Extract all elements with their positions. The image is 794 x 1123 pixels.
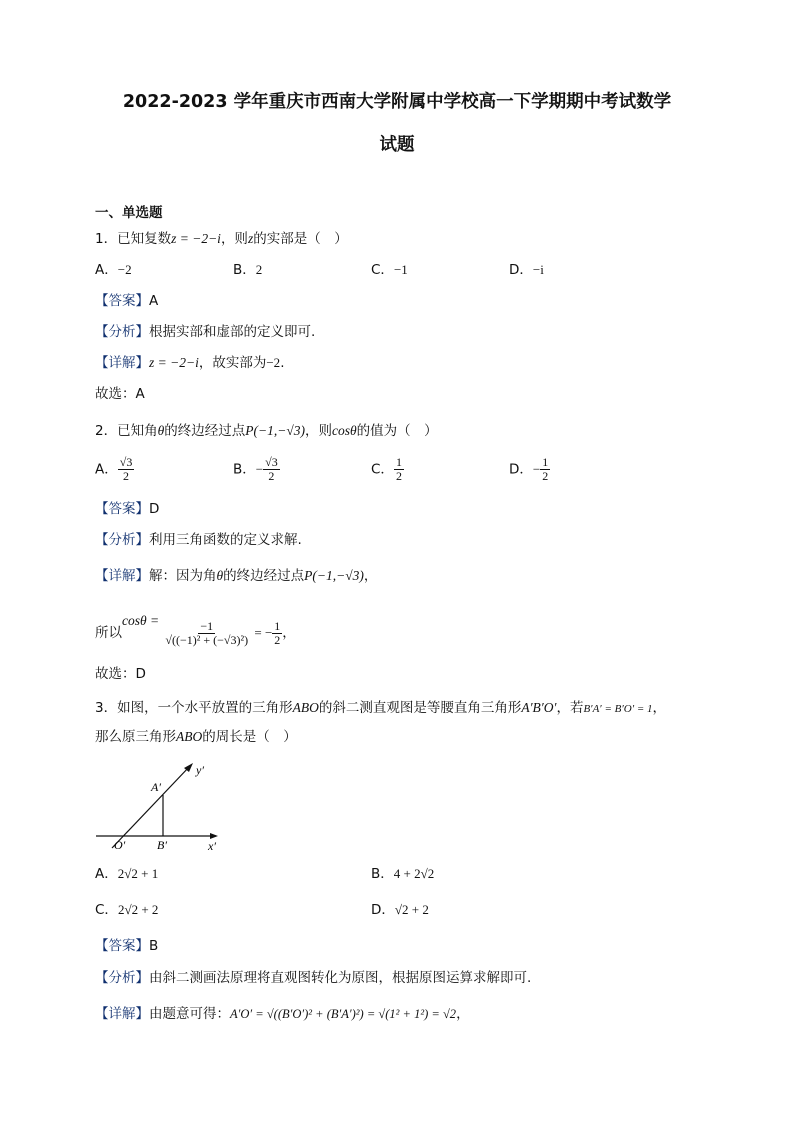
q3-analysis [95, 968, 531, 988]
q3-text: 的斜二测直观图是等腰直角三角形 [318, 700, 522, 716]
detail-text: ， [282, 625, 296, 641]
q1-text: ，则 [220, 231, 248, 247]
option-value: 4 + 2√2 [393, 866, 435, 881]
q1-option-d [509, 260, 544, 280]
q3-option-d [371, 900, 429, 920]
q3-answer [95, 936, 158, 956]
detail-tag: 【详解】 [95, 355, 149, 371]
q2-text: ，则 [304, 423, 332, 439]
option-label: D． [371, 902, 395, 918]
q2-text: 的值为（ ） [356, 423, 438, 439]
analysis-text: 利用三角函数的定义求解. [149, 532, 302, 548]
fraction-denominator: 2 [542, 469, 549, 483]
q1-expression: z = −2−i [171, 231, 221, 246]
q2-option-a [95, 456, 134, 483]
q1-choose: 故选：A [95, 386, 145, 402]
document-title-line1: 2022-2023 学年重庆市西南大学附属中学校高一下学期期中考试数学 [122, 92, 672, 112]
q1-option-b [233, 260, 262, 280]
analysis-tag: 【分析】 [95, 970, 149, 986]
detail-expression: z = −2−i [149, 355, 199, 370]
option-label: C． [371, 461, 394, 478]
detail-text: ，故实部为 [198, 355, 267, 371]
q3-option-b [371, 864, 434, 884]
option-label: D． [509, 262, 533, 278]
option-label: A． [95, 461, 118, 478]
option-label: B． [233, 461, 256, 478]
detail-tag: 【详解】 [95, 568, 149, 584]
q2-detail [95, 566, 377, 586]
option-value: −i [532, 262, 544, 277]
q3-option-a [95, 864, 158, 884]
detail-text: ， [456, 1006, 470, 1022]
q2-cos-formula [95, 603, 296, 651]
answer-tag: 【答案】 [95, 293, 149, 309]
q3-number: 3． [95, 700, 118, 716]
fraction-numerator: −1 [200, 618, 214, 633]
fraction-denominator: 2 [123, 469, 130, 483]
q1-number: 1． [95, 231, 118, 247]
analysis-tag: 【分析】 [95, 324, 149, 340]
answer-value: D [149, 501, 160, 517]
analysis-tag: 【分析】 [95, 532, 149, 548]
q2-point: P(−1,−√3) [304, 568, 364, 583]
q1-stem [95, 229, 348, 249]
analysis-text: 由斜二测画法原理将直观图转化为原图，根据原图运算求解即可. [149, 970, 532, 986]
detail-text: 的终边经过点 [223, 568, 305, 584]
equals-minus: = − [254, 625, 273, 640]
q3-abo: ABO [292, 700, 319, 715]
detail-tag: 【详解】 [95, 1006, 149, 1022]
answer-value: A [149, 293, 159, 309]
q2-choose: 故选：D [95, 666, 146, 682]
option-value: 2 [255, 262, 263, 277]
fraction-numerator: 1 [274, 618, 281, 633]
analysis-text: 根据实部和虚部的定义即可. [149, 324, 316, 340]
q2-analysis [95, 530, 302, 550]
q3-text: 那么原三角形 [95, 729, 176, 745]
label-o-prime: O′ [114, 838, 126, 852]
option-sign: − [255, 461, 264, 477]
option-value: √2 + 2 [394, 902, 429, 917]
detail-value: −2 [266, 355, 281, 370]
fraction-denominator: 2 [274, 632, 281, 647]
label-y-prime: y′ [196, 763, 204, 777]
q3-detail [95, 1004, 470, 1024]
detail-text: 由题意可得： [149, 1006, 230, 1022]
q2-point: P(−1,−√3) [245, 423, 305, 438]
q2-option-d [509, 456, 550, 483]
option-label: A． [95, 866, 118, 882]
option-value: −1 [393, 262, 408, 277]
q1-analysis [95, 322, 315, 342]
q2-theta: θ [157, 423, 165, 438]
q1-option-c [371, 260, 408, 280]
detail-text: ， [363, 568, 378, 584]
q3-abo: ABO [176, 729, 203, 744]
q2-cos: cosθ [331, 423, 357, 438]
q1-detail [95, 353, 284, 373]
fraction-numerator: 1 [542, 455, 549, 469]
so-text: 所以 [95, 625, 122, 641]
q3-abo-prime: A′B′O′ [521, 700, 557, 715]
document-title-line2: 试题 [379, 135, 415, 155]
q3-text: 的周长是（ ） [202, 729, 297, 745]
q3-condition: B′A′ = B′O′ = 1 [583, 703, 653, 715]
q3-text: ，若 [556, 700, 584, 716]
q2-number: 2． [95, 423, 118, 439]
q1-option-a [95, 260, 132, 280]
option-label: C． [371, 262, 394, 278]
q2-option-c [371, 456, 404, 483]
q3-stem-line1 [95, 698, 666, 719]
option-label: A． [95, 262, 118, 278]
fraction-denominator: 2 [395, 469, 402, 483]
detail-expression: A′O′ = √((B′O′)² + (B′A′)²) = √(1² + 1²) = √2 [230, 1007, 457, 1021]
q3-option-c [95, 900, 158, 920]
q1-text: 的实部是（ ） [253, 231, 348, 247]
label-a-prime: A′ [151, 780, 161, 794]
q3-text: 如图，一个水平放置的三角形 [117, 700, 293, 716]
option-fraction [118, 456, 135, 483]
answer-value: B [149, 938, 159, 954]
cos-fraction [163, 620, 250, 647]
option-sign: − [532, 461, 541, 477]
option-value: 2√2 + 2 [117, 902, 159, 917]
option-label: C． [95, 902, 118, 918]
q2-answer [95, 499, 159, 519]
option-fraction [540, 456, 550, 483]
q3-text: ， [652, 700, 667, 716]
detail-text: 解：因为角 [149, 568, 217, 584]
fraction-denominator: √((−1)² + (−√3)²) [165, 632, 249, 647]
q2-text: 的终边经过点 [164, 423, 246, 439]
option-value: −2 [117, 262, 132, 277]
fraction-numerator: √3 [265, 455, 278, 469]
q2-option-b [233, 456, 280, 483]
option-label: D． [509, 461, 533, 478]
option-value: 2√2 + 1 [117, 866, 159, 881]
fraction-denominator: 2 [268, 469, 275, 483]
answer-tag: 【答案】 [95, 938, 149, 954]
label-x-prime: x′ [208, 839, 216, 853]
result-fraction [272, 620, 282, 647]
option-fraction [263, 456, 280, 483]
oblique-projection-figure [92, 758, 232, 854]
label-b-prime: B′ [157, 838, 167, 852]
detail-text: . [280, 355, 285, 371]
cos-lhs: cosθ = [122, 613, 160, 628]
q2-text: 已知角 [117, 423, 158, 439]
q1-answer [95, 291, 158, 311]
option-label: B． [371, 866, 394, 882]
option-fraction [394, 456, 404, 483]
q3-stem-line2 [95, 727, 297, 747]
q1-text: 已知复数 [117, 231, 172, 247]
q2-stem [95, 421, 438, 441]
answer-tag: 【答案】 [95, 501, 149, 517]
option-label: B． [233, 262, 256, 278]
section-heading: 一、单选题 [95, 205, 163, 221]
fraction-numerator: √3 [119, 455, 133, 469]
q2-theta: θ [216, 568, 224, 583]
fraction-numerator: 1 [395, 455, 402, 469]
q1-variable: z [247, 231, 254, 246]
